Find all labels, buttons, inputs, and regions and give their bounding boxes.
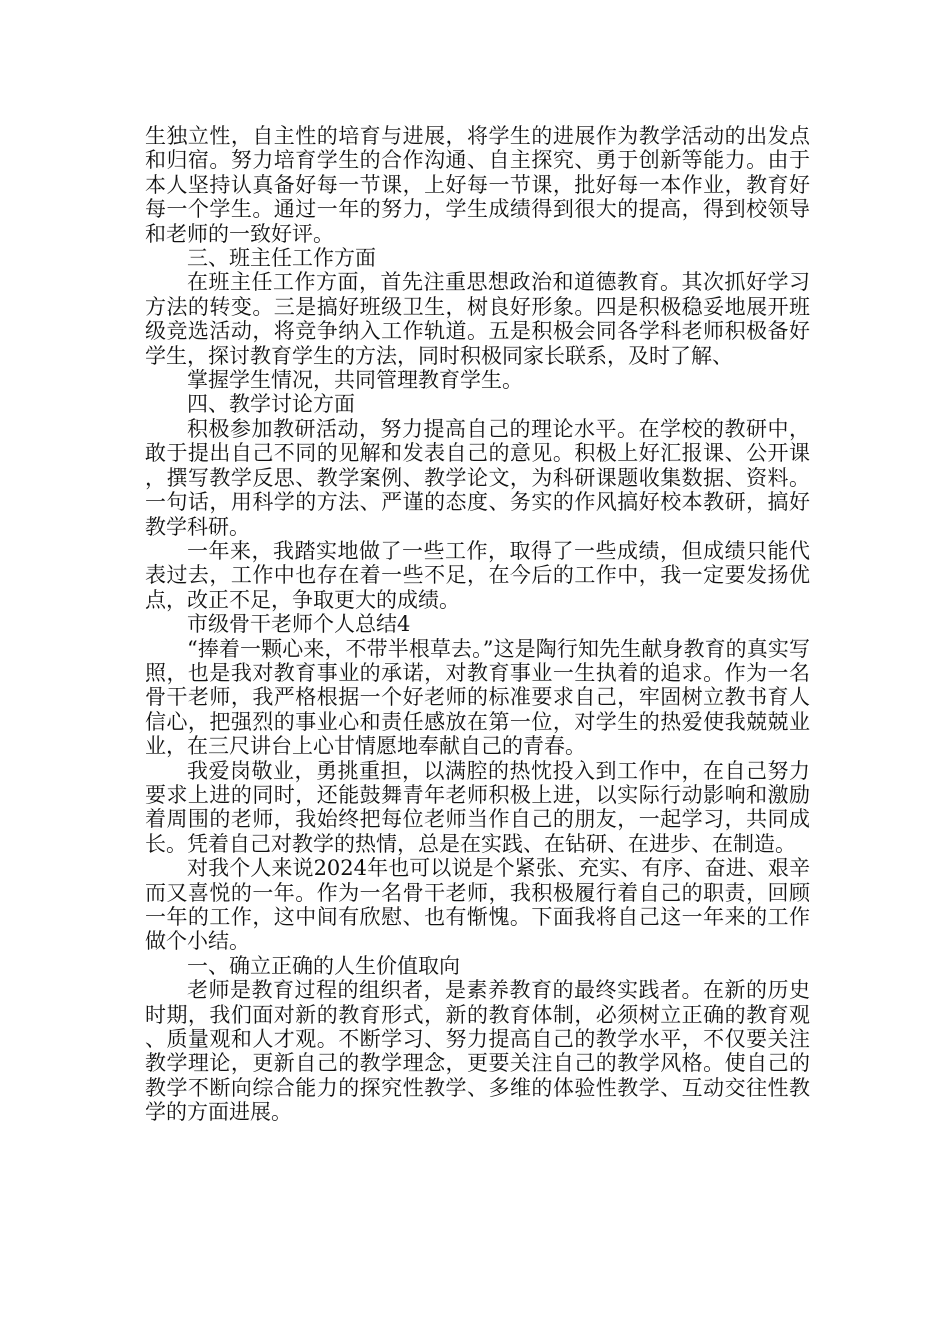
section-heading-class-teacher: 三、班主任工作方面 [187,246,376,271]
paragraph-1: 生独立性，自主性的培育与进展，将学生的进展作为教学活动的出发点和归宿。努力培育学生的合作沟通、自主探究、勇于创新等能力。由于本人坚持认真备好每一节课，上好每一节课，批好每一本作业，教育好每一个学生。通过一年的努力，学生成绩得到很大的提高，得到校领导和老师的一致好评。 [145,124,810,246]
section-title-summary-4: 市级骨干老师个人总结4 [187,612,411,637]
paragraph-10: 我爱岗敬业，勇挑重担，以满腔的热忱投入到工作中，在自己努力要求上进的同时，还能鼓舞青年老师积极上进，以实际行动影响和激励着周围的老师，我始终把每位老师当作自己的朋友，一起学习，共同成长。凭着自己对教学的热情，总是在实践、在钻研、在进步、在制造。 [145,758,810,856]
paragraph-6: 积极参加教研活动，努力提高自己的理论水平。在学校的教研中，敢于提出自己不同的见解和发表自己的意见。积极上好汇报课、公开课，撰写教学反思、教学案例、教学论文，为科研课题收集数据、资料。一句话，用科学的方法、严谨的态度、务实的作风搞好校本教研，搞好教学科研。 [145,416,810,539]
paragraph-4: 掌握学生情况，共同管理教育学生。 [187,368,523,393]
paragraph-13: 老师是教育过程的组织者，是素养教育的最终实践者。在新的历史时期，我们面对新的教育形式，新的教育体制，必须树立正确的教育观、质量观和人才观。不断学习、努力提高自己的教学水平，不仅要关注教学理论，更新自己的教学理念，更要关注自己的教学风格。使自己的教学不断向综合能力的探究性教学、多维的体验性教学、互动交往性教学的方面进展。 [145,978,810,1125]
paragraph-3: 在班主任工作方面，首先注重思想政治和道德教育。其次抓好学习方法的转变。三是搞好班级卫生，树良好形象。四是积极稳妥地展开班级竞选活动，将竞争纳入工作轨道。五是积极会同各学科老师积极备好学生，探讨教育学生的方法，同时积极同家长联系，及时了解、 [145,270,810,368]
document-body [145,124,810,1125]
paragraph-7: 一年来，我踏实地做了一些工作，取得了一些成绩，但成绩只能代表过去，工作中也存在着一些不足，在今后的工作中，我一定要发扬优点，改正不足，争取更大的成绩。 [145,538,810,612]
section-heading-teaching-research: 四、教学讨论方面 [187,392,355,417]
paragraph-11: 对我个人来说2024年也可以说是个紧张、充实、有序、奋进、艰辛而又喜悦的一年。作为一名骨干老师，我积极履行着自己的职责，回顾一年的工作，这中间有欣慰、也有惭愧。下面我将自己这一年来的工作做个小结。 [145,856,810,954]
paragraph-9: “捧着一颗心来，不带半根草去。”这是陶行知先生献身教育的真实写照，也是我对教育事业的承诺，对教育事业一生执着的追求。作为一名骨干老师，我严格根据一个好老师的标准要求自己，牢固树立教书育人信心，把强烈的事业心和责任感放在第一位，对学生的热爱使我兢兢业业，在三尺讲台上心甘情愿地奉献自己的青春。 [145,636,810,759]
section-heading-values: 一、确立正确的人生价值取向 [187,953,460,978]
